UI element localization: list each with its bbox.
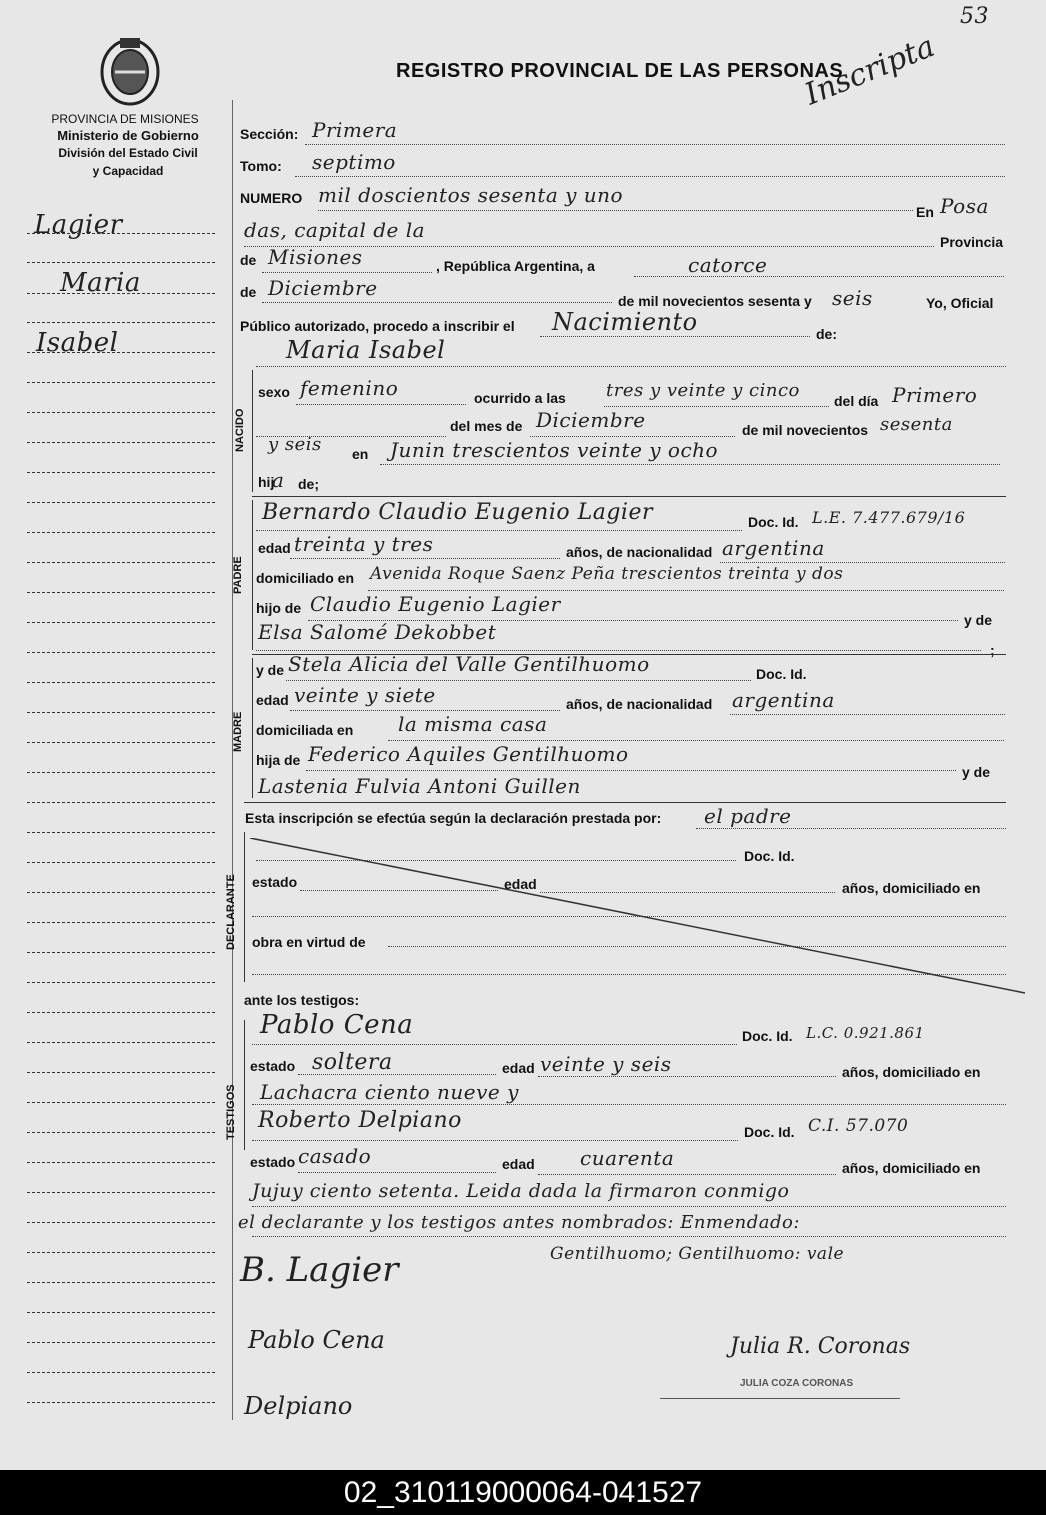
sidebar-line — [27, 1402, 215, 1403]
sidebar-line — [27, 622, 215, 623]
signature-witness-2: Delpiano — [244, 1392, 353, 1420]
publico-label: Público autorizado, procedo a inscribir el — [240, 318, 515, 334]
birth-place-value: Junin trescientos veinte y ocho — [390, 438, 719, 462]
father-name: Bernardo Claudio Eugenio Lagier — [262, 500, 653, 525]
father-doc-value: L.E. 7.477.679/16 — [812, 508, 966, 527]
fill-line — [256, 530, 742, 531]
witness1-edad-label: edad — [502, 1060, 535, 1076]
sidebar-line — [27, 592, 215, 593]
document-title: REGISTRO PROVINCIAL DE LAS PERSONAS — [396, 60, 844, 82]
witness2-estado-label: estado — [250, 1154, 296, 1170]
de-label: de — [240, 252, 257, 268]
declarante-doc-label: Doc. Id. — [744, 848, 795, 864]
year-label: de mil novecientos sesenta y — [618, 293, 812, 309]
sidebar-line — [27, 1132, 215, 1133]
oficial-label: Yo, Oficial — [926, 295, 994, 311]
mother-edad-label: edad — [256, 692, 289, 708]
tomo-label: Tomo: — [240, 158, 282, 174]
fill-line — [604, 406, 829, 407]
mother-anos-label: años, de nacionalidad — [566, 696, 713, 712]
sidebar-line — [27, 293, 215, 294]
year-value: seis — [832, 286, 873, 310]
sidebar-line — [27, 1162, 215, 1163]
fill-line — [298, 1074, 496, 1075]
witness2-doc-label: Doc. Id. — [744, 1124, 795, 1140]
tomo-value: septimo — [312, 150, 396, 174]
section-testigos: TESTIGOS — [225, 1084, 237, 1140]
witness2-estado-value: casado — [298, 1144, 372, 1168]
mother-hija-label: hija de — [256, 752, 301, 768]
child-name: Maria Isabel — [286, 336, 446, 364]
day-value: catorce — [688, 253, 768, 277]
closing-line-2: el declarante y los testigos antes nombrados: Enmendado: — [238, 1212, 800, 1233]
sidebar-line — [27, 772, 215, 773]
section-bracket — [244, 832, 245, 982]
fill-line — [252, 1140, 738, 1141]
section-bracket — [252, 500, 253, 650]
mother-dom-label: domiciliada en — [256, 722, 354, 738]
milnov-label: de mil novecientos — [742, 422, 869, 438]
republica-label: , República Argentina, a — [436, 258, 595, 274]
father-dom-label: domiciliado en — [256, 570, 355, 586]
fill-line — [538, 1076, 836, 1077]
section-nacido: NACIDO — [234, 408, 246, 452]
section-bracket — [252, 370, 253, 492]
father-doc-label: Doc. Id. — [748, 514, 799, 530]
fill-line — [256, 650, 981, 651]
declarante-estado-label: estado — [252, 874, 298, 890]
fill-line — [730, 714, 1005, 715]
agency-line-3: División del Estado Civil — [58, 146, 198, 160]
father-anos-label: años, de nacionalidad — [566, 544, 713, 560]
sidebar-line — [27, 1102, 215, 1103]
sidebar-name-2: Isabel — [36, 328, 119, 358]
fill-line — [290, 558, 560, 559]
sexo-value: femenino — [300, 376, 399, 400]
sidebar-line — [27, 862, 215, 863]
city-value: das, capital de la — [244, 218, 426, 242]
section-declarante: DECLARANTE — [225, 874, 237, 950]
sidebar-line — [27, 1042, 215, 1043]
fill-line — [368, 590, 1004, 591]
sidebar-line — [27, 1282, 215, 1283]
fill-line — [696, 828, 1006, 829]
sidebar-line — [27, 352, 215, 353]
father-hijo-label: hijo de — [256, 600, 302, 616]
signature-witness-1: Pablo Cena — [248, 1326, 385, 1354]
inscripta-stamp: Inscripta — [800, 28, 940, 113]
witness2-doc-value: C.I. 57.070 — [808, 1116, 909, 1136]
fill-line — [252, 1206, 1006, 1207]
fill-line — [262, 302, 612, 303]
fill-line — [295, 176, 1005, 177]
fill-line — [540, 336, 810, 337]
signature-line — [660, 1398, 900, 1399]
witness2-edad-value: cuarenta — [580, 1146, 675, 1170]
corner-number: 53 — [960, 4, 989, 29]
en-value: Posa — [940, 194, 989, 218]
mother-edad-value: veinte y siete — [294, 683, 436, 707]
fill-line — [262, 272, 432, 273]
section-bracket — [244, 1020, 245, 1150]
signature-declarant: B. Lagier — [240, 1250, 399, 1290]
sidebar-line — [27, 532, 215, 533]
sidebar-line — [27, 982, 215, 983]
father-nac-value: argentina — [722, 536, 825, 560]
sidebar-line — [27, 472, 215, 473]
sidebar-name-1: Maria — [60, 268, 141, 298]
sidebar-line — [27, 412, 215, 413]
fill-line — [252, 1236, 1006, 1237]
fill-line — [286, 680, 751, 681]
fill-line — [306, 770, 956, 771]
mother-nac-value: argentina — [732, 688, 835, 712]
mother-doc-label: Doc. Id. — [756, 666, 807, 682]
fill-line — [256, 366, 1006, 367]
witness2-name: Roberto Delpiano — [258, 1108, 462, 1133]
mother-yde2-label: y de — [962, 764, 991, 780]
closing-line-3: Gentilhuomo; Gentilhuomo: vale — [550, 1244, 845, 1264]
sidebar-line — [27, 892, 215, 893]
de-label: de — [240, 284, 257, 300]
hijo-value: a — [272, 468, 285, 492]
agency-line-2: Ministerio de Gobierno — [57, 128, 199, 143]
section-bracket — [252, 658, 253, 798]
fill-line — [305, 144, 1005, 145]
witness1-edad-value: veinte y seis — [540, 1052, 672, 1076]
father-mother-value: Elsa Salomé Dekobbet — [258, 620, 497, 644]
witness1-doc-label: Doc. Id. — [742, 1028, 793, 1044]
father-dom-value: Avenida Roque Saenz Peña trescientos treinta y dos — [370, 564, 844, 584]
sidebar-line — [27, 233, 215, 234]
father-parent-value: Claudio Eugenio Lagier — [310, 592, 561, 616]
mes-label: del mes de — [450, 418, 523, 434]
section-divider — [252, 496, 1006, 497]
mother-parent-value: Federico Aquiles Gentilhuomo — [308, 742, 629, 766]
de-colon-label: de: — [816, 326, 837, 342]
numero-label: NUMERO — [240, 190, 303, 206]
section-padre: PADRE — [232, 556, 244, 594]
declarante-edad-label: edad — [504, 876, 537, 892]
birth-day-value: Primero — [892, 383, 978, 407]
fill-line — [720, 562, 1005, 563]
fill-line — [388, 740, 1004, 741]
closing-line-1: Jujuy ciento setenta. Leida dada la firmaron conmigo — [252, 1180, 790, 1202]
officer-stamp: JULIA COZA CORONAS — [740, 1378, 854, 1389]
sidebar-line — [27, 562, 215, 563]
fill-line — [318, 210, 913, 211]
declarante-intro-label: Esta inscripción se efectúa según la declaración prestada por: — [245, 810, 662, 826]
hour-value: tres y veinte y cinco — [606, 380, 800, 401]
sidebar-line — [27, 1372, 215, 1373]
father-edad-value: treinta y tres — [294, 532, 434, 556]
de-semicolon-label: de; — [298, 476, 319, 492]
cancel-strike — [250, 838, 1030, 998]
sidebar-line — [27, 952, 215, 953]
province-value: Misiones — [268, 245, 363, 269]
act-value: Nacimiento — [552, 308, 698, 336]
witness1-doc-value: L.C. 0.921.861 — [806, 1024, 925, 1042]
deldia-label: del día — [834, 393, 879, 409]
sidebar-line — [27, 682, 215, 683]
sidebar-line — [27, 802, 215, 803]
fill-line — [530, 436, 735, 437]
sidebar-line — [27, 1192, 215, 1193]
provincia-label: Provincia — [940, 234, 1004, 250]
sidebar-line — [27, 742, 215, 743]
mother-mother-value: Lastenia Fulvia Antoni Guillen — [258, 774, 581, 798]
father-edad-label: edad — [258, 540, 291, 556]
seccion-label: Sección: — [240, 126, 299, 142]
fill-line — [252, 1044, 737, 1045]
fill-line — [380, 464, 1000, 465]
mother-dom-value: la misma casa — [398, 712, 548, 736]
sidebar-line — [27, 442, 215, 443]
agency-line-4: y Capacidad — [92, 164, 164, 178]
mother-name: Stela Alicia del Valle Gentilhuomo — [288, 652, 650, 676]
sidebar-line — [27, 262, 215, 263]
seccion-value: Primera — [312, 118, 398, 142]
fill-line — [296, 404, 466, 405]
en-label: En — [916, 204, 934, 220]
ocurrido-label: ocurrido a las — [474, 390, 566, 406]
declarante-anos-label: años, domiciliado en — [842, 880, 981, 896]
sidebar-line — [27, 922, 215, 923]
witness1-estado-value: soltera — [312, 1050, 393, 1075]
fill-line — [298, 1172, 496, 1173]
footer-code: 02_310119000064-041527 — [0, 1470, 1046, 1515]
witness1-anos-label: años, domiciliado en — [842, 1064, 981, 1080]
sidebar-line — [27, 1342, 215, 1343]
sidebar-line — [27, 1222, 215, 1223]
witness1-estado-label: estado — [250, 1058, 296, 1074]
agency-line-1: PROVINCIA DE MISIONES — [51, 112, 199, 126]
declarante-obra-label: obra en virtud de — [252, 934, 366, 950]
fill-line — [252, 1104, 1006, 1105]
sidebar-divider — [232, 100, 233, 1420]
fill-line — [538, 1174, 836, 1175]
birth-year2-value: y seis — [268, 434, 322, 455]
sidebar-line — [27, 502, 215, 503]
witness1-name: Pablo Cena — [260, 1010, 414, 1040]
sidebar-surname: Lagier — [34, 210, 123, 240]
mother-yde-label: y de — [256, 662, 285, 678]
sidebar-line — [27, 832, 215, 833]
signature-officer: Julia R. Coronas — [730, 1334, 911, 1359]
birth-month-value: Diciembre — [536, 408, 646, 432]
section-divider — [244, 802, 1006, 803]
fill-line — [634, 276, 1004, 277]
section-madre: MADRE — [232, 711, 244, 752]
father-yde-label: y de — [964, 612, 993, 628]
en-label: en — [352, 446, 369, 462]
fill-line — [290, 710, 560, 711]
witness2-edad-label: edad — [502, 1156, 535, 1172]
sidebar-line — [27, 322, 215, 323]
sidebar-line — [27, 1012, 215, 1013]
sidebar-line — [27, 1072, 215, 1073]
witness1-dom-value: Lachacra ciento nueve y — [260, 1080, 519, 1104]
testigos-ante-label: ante los testigos: — [244, 992, 360, 1008]
birth-year-value: sesenta — [880, 414, 953, 435]
sidebar-line — [27, 652, 215, 653]
month-value: Diciembre — [268, 276, 378, 300]
coat-of-arms-icon — [95, 32, 165, 107]
numero-value: mil doscientos sesenta y uno — [318, 183, 624, 207]
sidebar-line — [27, 712, 215, 713]
sidebar-line — [27, 1252, 215, 1253]
semicolon: ; — [990, 642, 995, 658]
sidebar-line — [27, 382, 215, 383]
hijo-label: hij — [258, 474, 275, 490]
witness2-anos-label: años, domiciliado en — [842, 1160, 981, 1176]
declarante-intro-value: el padre — [704, 804, 792, 828]
sidebar-line — [27, 1312, 215, 1313]
sexo-label: sexo — [258, 384, 290, 400]
